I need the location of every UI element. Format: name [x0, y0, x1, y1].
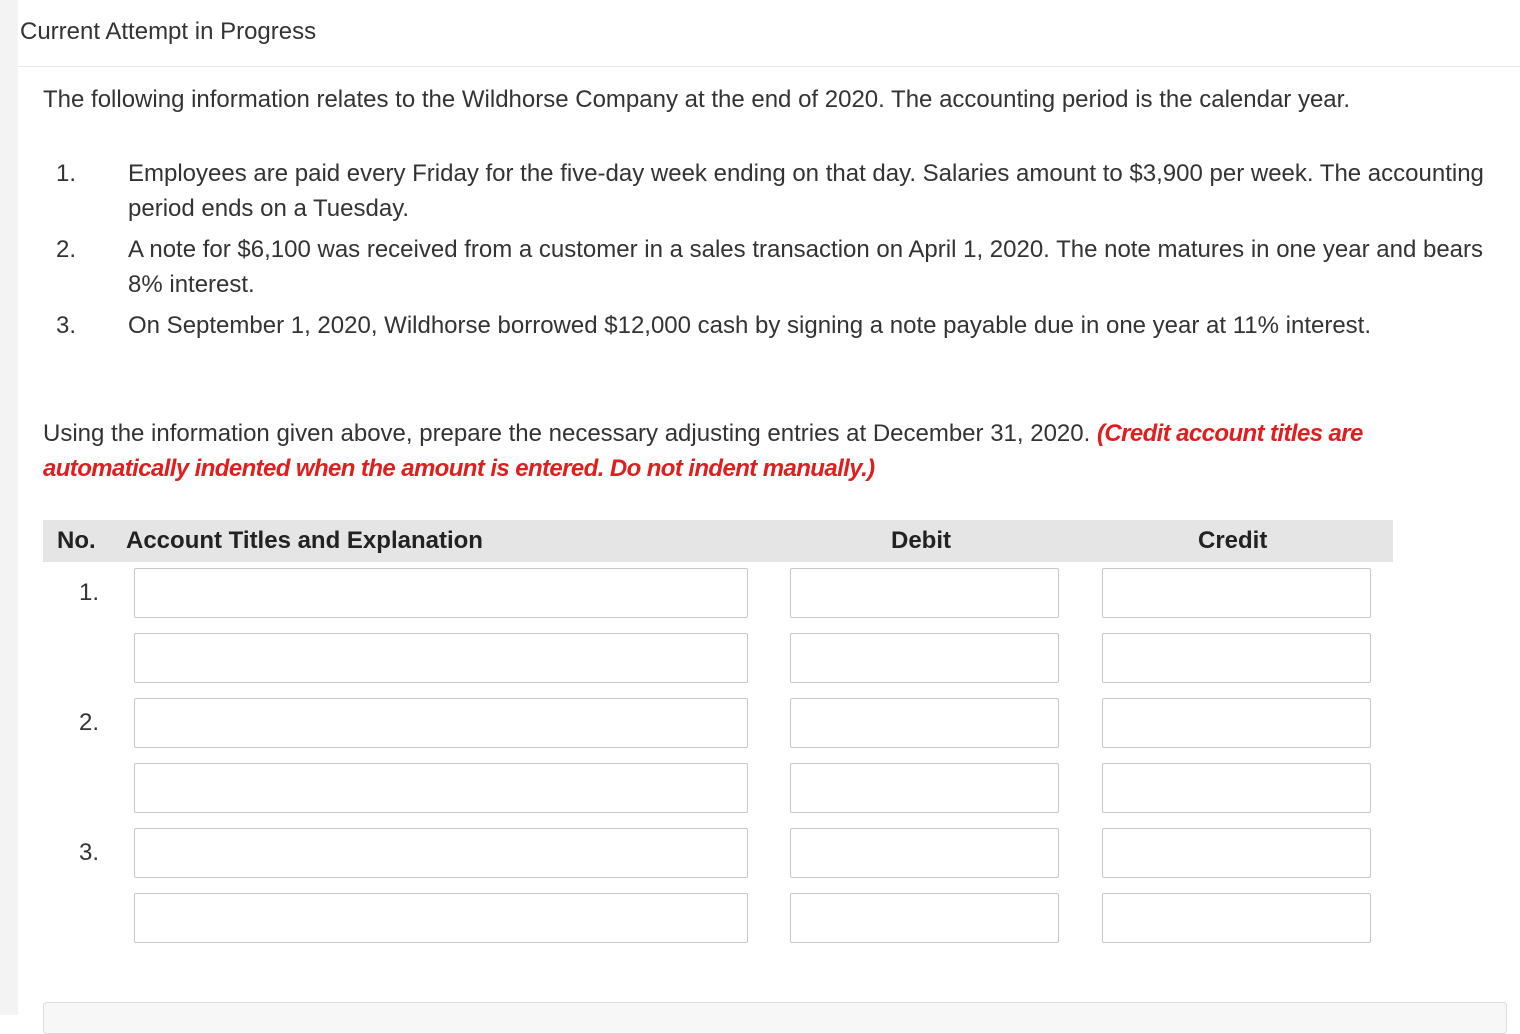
account-title-input[interactable] [134, 763, 748, 813]
table-row [43, 627, 1393, 692]
debit-input[interactable] [790, 893, 1059, 943]
header-credit: Credit [1198, 527, 1268, 554]
credit-input[interactable] [1102, 763, 1371, 813]
information-item-1 [43, 156, 1503, 226]
information-item-3 [43, 308, 1503, 343]
table-row [43, 562, 1393, 627]
problem-intro: The following information relates to the Wildhorse Company at the end of 2020. The accounting period is the calendar year. [43, 86, 1350, 113]
header-no: No. [57, 527, 96, 554]
instructions-text: Using the information given above, prepare the necessary adjusting entries at December 31, 2020. [43, 420, 1091, 447]
account-title-input[interactable] [134, 698, 748, 748]
left-rail [0, 0, 18, 1015]
entry-number: 2. [79, 709, 100, 736]
account-title-input[interactable] [134, 828, 748, 878]
debit-input[interactable] [790, 828, 1059, 878]
account-title-input[interactable] [134, 893, 748, 943]
information-item-number: 3. [56, 312, 77, 339]
next-section-panel [43, 1002, 1507, 1034]
journal-entry-table [43, 520, 1393, 952]
credit-input[interactable] [1102, 893, 1371, 943]
table-row [43, 822, 1393, 887]
information-item-text: Employees are paid every Friday for the five-day week ending on that day. Salaries amount to $3,900 per week. The accounting period ends on a Tuesday. [128, 160, 1484, 222]
information-list [43, 156, 1503, 349]
header-debit: Debit [891, 527, 951, 554]
attempt-status-label: Current Attempt in Progress [20, 18, 317, 45]
journal-body [43, 562, 1393, 952]
credit-input[interactable] [1102, 568, 1371, 618]
table-row [43, 692, 1393, 757]
entry-number: 3. [79, 839, 100, 866]
header-account-titles: Account Titles and Explanation [126, 527, 483, 554]
table-row [43, 757, 1393, 822]
journal-header-row [43, 520, 1393, 562]
account-title-input[interactable] [134, 633, 748, 683]
credit-input[interactable] [1102, 828, 1371, 878]
debit-input[interactable] [790, 568, 1059, 618]
information-item-number: 1. [56, 160, 77, 187]
information-item-2 [43, 232, 1503, 302]
information-item-text: A note for $6,100 was received from a customer in a sales transaction on April 1, 2020. The note matures in one year and bears 8% interest. [128, 236, 1484, 298]
debit-input[interactable] [790, 698, 1059, 748]
instructions-note: (Credit account titles are automatically indented when the amount is entered. Do not indent manually.) [43, 420, 1363, 482]
credit-input[interactable] [1102, 698, 1371, 748]
debit-input[interactable] [790, 633, 1059, 683]
debit-input[interactable] [790, 763, 1059, 813]
table-row [43, 887, 1393, 952]
information-item-number: 2. [56, 236, 77, 263]
account-title-input[interactable] [134, 568, 748, 618]
question-page [18, 0, 1520, 1015]
entry-number: 1. [79, 579, 100, 606]
information-item-text: On September 1, 2020, Wildhorse borrowed $12,000 cash by signing a note payable due in one year at 11% interest. [128, 312, 1372, 339]
instructions [43, 416, 1463, 486]
header-divider [18, 66, 1520, 67]
credit-input[interactable] [1102, 633, 1371, 683]
